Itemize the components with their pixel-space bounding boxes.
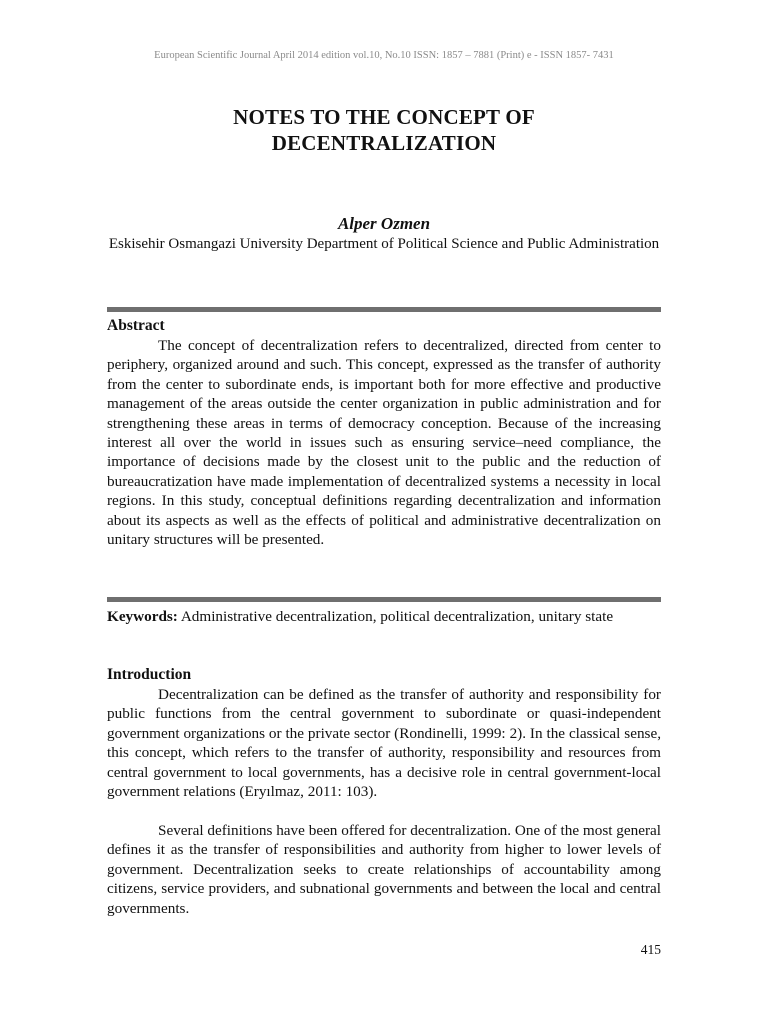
page-number: 415 — [640, 942, 661, 957]
abstract-text: The concept of decentralization refers to decentralized, directed from center to periphery, organized around and such. This concept, expressed as the transfer of authority from the center to subordinate ends, is important both for more effective and productive management of the areas outside the center organization in public administration and for strengthening these areas in terms of democracy conception. Because of the increasing interest all over the world in issues such as ensuring service–need compliance, the importance of decisions made by the closest unit to the public and the reduction of bureaucratization have made implementation of decentralized systems a necessity in local regions. In this study, conceptual definitions regarding decentralization and information about its aspects as well as the effects of political and administrative decentralization on unitary structures will be presented. — [107, 337, 661, 549]
abstract-heading: Abstract — [107, 317, 165, 334]
introduction-paragraph-2: Several definitions have been offered for decentralization. One of the most general defines it as the transfer of responsibilities and authority from higher to lower levels of government. Decentralization seeks to create relationships of accountability among citizens, service providers, and subnational governments and between the local and central governments. — [107, 822, 661, 917]
keywords-text: Administrative decentralization, political decentralization, unitary state — [177, 608, 614, 625]
author-name: Alper Ozmen — [337, 214, 431, 233]
introduction-heading: Introduction — [107, 666, 192, 683]
running-header: European Scientific Journal April 2014 edition vol.10, No.10 ISSN: 1857 – 7881 (Print) e - ISSN 1857- 7431 — [154, 50, 614, 61]
paper-title — [107, 104, 661, 156]
divider-keywords — [107, 597, 661, 602]
introduction-paragraph-1: Decentralization can be defined as the transfer of authority and responsibility for public functions from the central government to subordinate or quasi-independent government organizations or the private sector (Rondinelli, 1999: 2). In the classical sense, this concept, which refers to the transfer of authority, responsibility and resources from central government to local governments, has a decisive role in central government-local government relations (Eryılmaz, 2011: 103). — [107, 686, 661, 801]
author-affiliation: Eskisehir Osmangazi University Department of Political Science and Public Administration — [108, 236, 660, 252]
title-line-1: NOTES TO THE CONCEPT OF — [233, 105, 535, 129]
keywords-label: Keywords: — [107, 608, 178, 625]
divider-top — [107, 307, 661, 312]
title-line-2: DECENTRALIZATION — [271, 131, 497, 155]
keywords — [107, 607, 661, 626]
